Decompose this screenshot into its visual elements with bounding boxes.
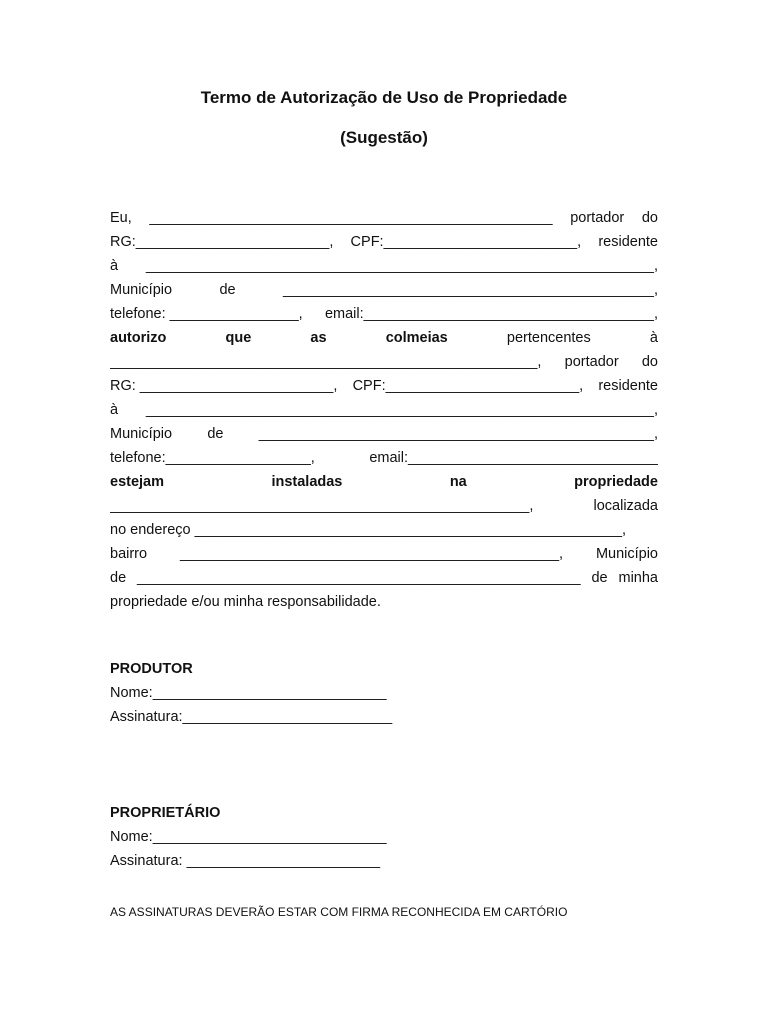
paragraph-line xyxy=(110,206,658,230)
address-field: _______________________________________________________________, xyxy=(145,402,658,418)
line-word: Município xyxy=(595,546,658,562)
line-word: minha xyxy=(618,570,658,586)
line-word: Município xyxy=(110,282,173,298)
paragraph-line xyxy=(110,302,658,326)
produtor-heading: PRODUTOR xyxy=(110,661,193,677)
municipio-field: _______________________________________________________ xyxy=(137,570,581,586)
line-word: pertencentes xyxy=(506,330,591,346)
email-field: email:_______________________________ xyxy=(369,450,658,466)
paragraph-line xyxy=(110,518,658,542)
line-word: do xyxy=(641,354,658,370)
line-word: autorizo xyxy=(110,330,167,346)
paragraph-line xyxy=(110,278,658,302)
cpf-field: CPF:________________________, xyxy=(350,234,582,250)
paragraph-line xyxy=(110,446,658,470)
line-word: de xyxy=(207,426,224,442)
email-field: email:____________________________________, xyxy=(324,306,658,322)
municipio-field: ______________________________________________, xyxy=(283,282,658,298)
line-word: as xyxy=(310,330,327,346)
paragraph-line xyxy=(110,470,658,494)
line-word: portador xyxy=(570,210,625,226)
endereco-field: no endereço _____________________________________________________, xyxy=(110,522,627,538)
line-word: bairro xyxy=(110,546,148,562)
line-word: instaladas xyxy=(271,474,343,490)
property-field: ____________________________________________________, xyxy=(110,498,534,514)
rg-field: RG: ________________________, xyxy=(110,378,338,394)
line-word: propriedade e/ou minha responsabilidade. xyxy=(110,594,381,610)
line-word: à xyxy=(649,330,658,346)
document-title: Termo de Autorização de Uso de Propriedade xyxy=(200,88,568,107)
rg-field: RG:________________________, xyxy=(110,234,334,250)
paragraph-line xyxy=(110,494,658,518)
municipio-field: _________________________________________________, xyxy=(258,426,658,442)
line-word: à xyxy=(110,258,119,274)
line-word: residente xyxy=(598,378,658,394)
footer-note: AS ASSINATURAS DEVERÃO ESTAR COM FIRMA RECONHECIDA EM CARTÓRIO xyxy=(110,905,568,919)
line-word: de xyxy=(219,282,236,298)
line-word: do xyxy=(641,210,658,226)
telefone-field: telefone: ________________, xyxy=(110,306,303,322)
line-word: à xyxy=(110,402,119,418)
cpf-field: CPF:________________________, xyxy=(352,378,584,394)
line-word: portador xyxy=(564,354,619,370)
proprietario-section xyxy=(110,801,510,873)
blank-field: __________________________________________________ xyxy=(149,210,553,226)
paragraph-line xyxy=(110,590,658,614)
paragraph-line xyxy=(110,422,658,446)
line-word: na xyxy=(449,474,467,490)
proprietario-nome-field: Nome:_____________________________ xyxy=(110,829,387,845)
name-field: _____________________________________________________, xyxy=(110,354,542,370)
paragraph-line xyxy=(110,542,658,566)
line-word: Eu, xyxy=(110,210,132,226)
line-word: localizada xyxy=(593,498,658,514)
line-word: propriedade xyxy=(574,474,658,490)
telefone-field: telefone:__________________, xyxy=(110,450,315,466)
line-word: de xyxy=(591,570,608,586)
produtor-nome-field: Nome:_____________________________ xyxy=(110,685,387,701)
paragraph-line xyxy=(110,398,658,422)
paragraph-line xyxy=(110,374,658,398)
proprietario-assinatura-field: Assinatura: ________________________ xyxy=(110,853,381,869)
line-word: estejam xyxy=(110,474,165,490)
line-word: residente xyxy=(598,234,658,250)
document-subtitle: (Sugestão) xyxy=(340,128,428,147)
address-field: _______________________________________________________________, xyxy=(145,258,658,274)
paragraph-line xyxy=(110,254,658,278)
bairro-field: _______________________________________________, xyxy=(179,546,564,562)
line-word: colmeias xyxy=(385,330,448,346)
paragraph-line xyxy=(110,230,658,254)
line-word: de xyxy=(110,570,127,586)
produtor-assinatura-field: Assinatura:__________________________ xyxy=(110,709,393,725)
authorization-paragraph xyxy=(110,206,658,614)
paragraph-line xyxy=(110,350,658,374)
paragraph-line xyxy=(110,566,658,590)
produtor-section xyxy=(110,657,510,729)
line-word: Município xyxy=(110,426,173,442)
proprietario-heading: PROPRIETÁRIO xyxy=(110,805,221,821)
line-word: que xyxy=(225,330,252,346)
paragraph-line xyxy=(110,326,658,350)
